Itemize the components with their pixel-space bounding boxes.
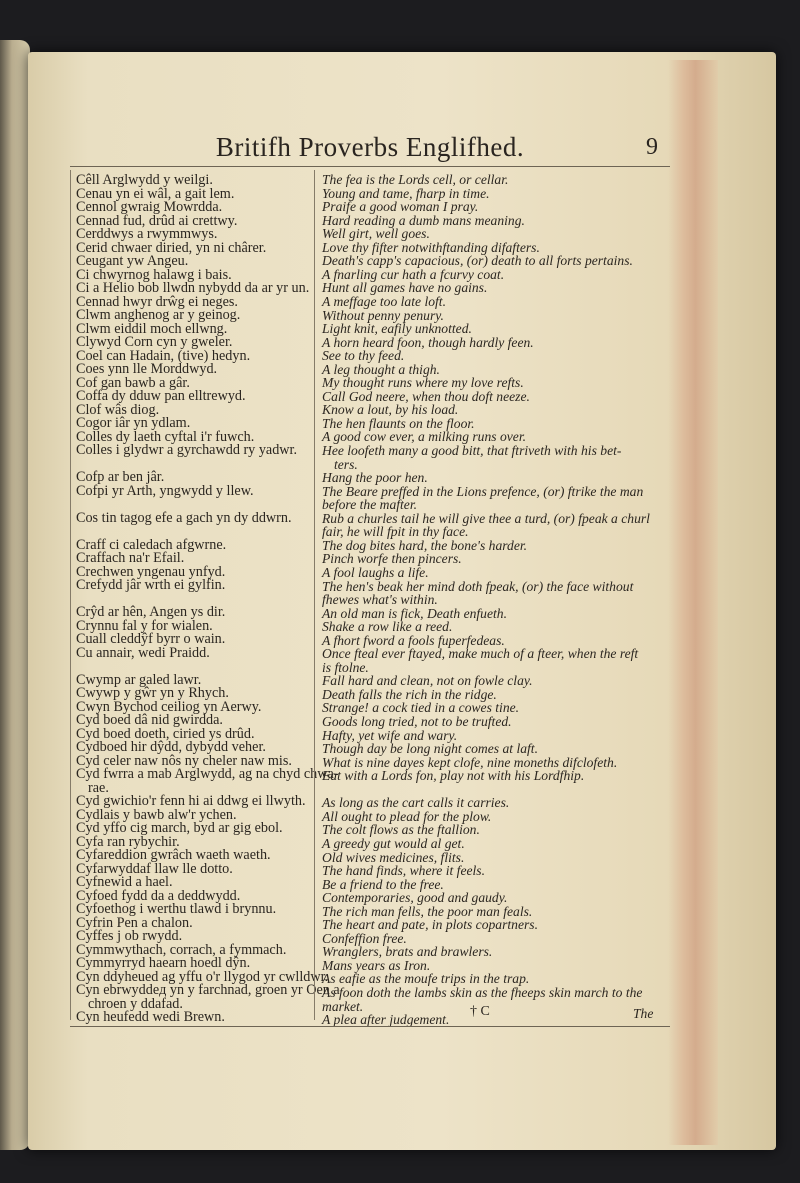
proverb-line: A fnarling cur hath a fcurvy coat. <box>322 266 505 282</box>
proverb-line: Eat with a Lords fon, play not with his Lordfhip. <box>322 768 585 784</box>
proverb-line: Cydlais y bawb alw'r ychen. <box>76 806 237 823</box>
proverb-line: The fea is the Lords cell, or cellar. <box>322 172 509 187</box>
proverb-line: Cogor iâr yn ydlam. <box>76 415 191 431</box>
proverb-line: Cyd boed doeth, ciried ys drûd. <box>76 725 255 742</box>
proverb-line: market. <box>322 998 364 1014</box>
proverb-line: All ought to plead for the plow. <box>322 808 492 824</box>
proverb-line: Be a friend to the free. <box>322 876 444 892</box>
proverb-line: Hee loofeth many a good bitt, that ftriveth with his bet- <box>322 443 622 458</box>
proverb-line: The hand finds, where it feels. <box>322 863 485 879</box>
facing-page-edge <box>0 40 30 1150</box>
proverb-line: Hunt all games have no gains. <box>322 280 488 296</box>
proverb-line: The heart and pate, in plots copartners. <box>322 917 538 933</box>
proverb-line: Cyn ddyheued ag yffu o'r llygod yr cwlldwr. <box>76 968 329 985</box>
proverb-line: before the mafter. <box>322 497 418 513</box>
proverb-line: Old wives medicines, flits. <box>322 849 465 865</box>
proverb-line: A leg thought a thigh. <box>322 361 440 377</box>
proverb-line: Shake a row like a reed. <box>322 619 453 635</box>
proverb-line: Though day be long night comes at laft. <box>322 741 538 757</box>
proverb-line: As foon doth the lambs skin as the fheeps skin march to the <box>322 985 643 1000</box>
proverb-line: Cu annair, wedi Praidd. <box>76 644 210 661</box>
proverb-line: My thought runs where my love refts. <box>322 375 524 391</box>
proverb-line: Cerddwys a rwymmwys. <box>76 226 218 242</box>
proverb-line: Ci chwyrnog halawg i bais. <box>76 266 232 283</box>
proverb-line: rae. <box>88 779 109 796</box>
proverb-line: Cyd gwichio'r fenn hi ai ddwg ei llwyth. <box>76 793 306 809</box>
proverb-line: Cêll Arglwydd y weilgi. <box>76 172 213 188</box>
page-title: Britifh Proverbs Englifhed. <box>215 132 525 162</box>
proverb-line: Clwm anghenog ar y geinog. <box>76 307 241 323</box>
proverb-line: Wranglers, brats and brawlers. <box>322 944 493 960</box>
proverb-line: Cenau yn ei wâl, a gait lem. <box>76 185 235 202</box>
proverb-line: What is nine dayes kept clofe, nine moneths difclofeth. <box>322 754 618 770</box>
proverb-line: Cyffes j ob rwydd. <box>76 928 183 944</box>
proverb-line: Coffa dy dduw pan elltrewyd. <box>76 388 246 404</box>
proverb-line: Cymmyrryd haearn hoedl dŷn. <box>76 955 251 971</box>
proverb-line: Light knit, eafily unknotted. <box>322 321 472 337</box>
column-divider <box>314 170 315 1020</box>
proverb-line: A greedy gut would al get. <box>322 835 465 851</box>
proverb-line: Hard reading a dumb mans meaning. <box>322 212 525 228</box>
proverb-line: Hang the poor hen. <box>322 470 428 486</box>
proverb-line: Love thy fifter notwithftanding difafters. <box>322 239 540 255</box>
bottom-rule <box>70 1026 670 1027</box>
proverb-line: Coes ynn lle Morddwyd. <box>76 361 218 377</box>
proverb-line: See to thy feed. <box>322 348 405 364</box>
proverb-line: ters. <box>334 456 358 472</box>
proverb-line: Death falls the rich in the ridge. <box>322 686 497 702</box>
proverb-line: Cuall cleddŷf byrr o wain. <box>76 631 226 647</box>
proverb-line: Cwyn Bychod ceiliog yn Aerwy. <box>76 698 262 715</box>
proverb-line: Mans years as Iron. <box>322 957 431 973</box>
proverb-line: Clof wâs diog. <box>76 401 160 418</box>
proverb-line: Cyd boed dâ nid gwirdda. <box>76 712 223 728</box>
proverb-line: Cennad hwyr drŵg ei neges. <box>76 293 238 310</box>
proverb-line: fhewes what's within. <box>322 592 438 608</box>
proverb-line: Crŷd ar hên, Angen ys dir. <box>76 604 226 620</box>
proverb-line: Cyfoethog i werthu tlawd i brynnu. <box>76 901 277 917</box>
proverb-line: is ftolne. <box>322 659 369 675</box>
proverb-line: The dog bites hard, the bone's harder. <box>322 537 528 553</box>
proverb-line: A fool laughs a life. <box>322 564 429 580</box>
proverb-line: A good cow ever, a milking runs over. <box>322 429 527 445</box>
proverb-line: Cyfoed fydd da a deddwydd. <box>76 887 241 904</box>
proverb-line: Praife a good woman I pray. <box>322 199 479 215</box>
page-number: 9 <box>646 134 658 160</box>
proverb-line: As long as the cart calls it carries. <box>322 795 510 811</box>
proverb-line: Cyfrin Pen a chalon. <box>76 914 193 931</box>
running-header <box>70 132 670 167</box>
welsh-column-rule <box>70 170 71 1020</box>
proverb-line: Hafty, yet wife and wary. <box>322 727 458 743</box>
proverb-line: Cyfareddion gwrâch waeth waeth. <box>76 847 271 863</box>
proverb-line: Cyfa ran rybychir. <box>76 833 180 850</box>
proverb-line: Confeffion free. <box>322 930 407 946</box>
proverb-line: Clywyd Corn cyn y gweler. <box>76 334 233 350</box>
proverb-line: Once fteal ever ftayed, make much of a fteer, when the reft <box>322 646 639 662</box>
proverb-line: Ceugant yw Angeu. <box>76 253 189 269</box>
proverb-line: The Beare preffed in the Lions prefence, (or) ftrike the man <box>322 483 644 499</box>
proverb-line: As eafie as the moufe trips in the trap. <box>322 971 530 987</box>
proverb-line: Crefydd jâr wrth ei gylfin. <box>76 577 226 593</box>
proverb-line: Cos tin tagog efe a gach yn dy ddwrn. <box>76 509 292 526</box>
proverb-line: Rub a churles tail he will give thee a turd, (or) fpeak a churl <box>322 510 650 526</box>
proverb-line: Crechwen yngenau ynfyd. <box>76 563 226 580</box>
proverb-line: Cyn ebrwyddeд yn y farchnad, groen yr Oen a <box>76 982 340 998</box>
proverb-line: A fhort fword a fools fuperfedeas. <box>322 632 505 648</box>
proverb-line: An old man is fick, Death enfueth. <box>322 605 507 621</box>
proverb-line: The colt flows as the ftallion. <box>322 822 480 838</box>
proverb-line: Cwymp ar galed lawr. <box>76 671 202 688</box>
page-edge-shading <box>668 60 718 1145</box>
proverb-line: Cofpi yr Arth, yngwydd y llew. <box>76 482 254 499</box>
proverb-line: A meffage too late loft. <box>322 293 446 309</box>
proverb-line: Goods long tried, not to be trufted. <box>322 714 512 729</box>
proverb-line: The rich man fells, the poor man feals. <box>322 903 533 919</box>
proverb-line: Cyd yffo cig march, byd ar gig ebol. <box>76 820 283 836</box>
proverb-line: The hen's beak her mind doth fpeak, (or) the face without <box>322 578 634 594</box>
proverb-line: The hen flaunts on the floor. <box>322 415 475 431</box>
proverb-line: Colles i glydwr a gyrchawdd ry yadwr. <box>76 442 298 458</box>
proverb-line: Well girt, well goes. <box>322 226 430 242</box>
proverb-line: Craffach na'r Efail. <box>76 550 185 566</box>
proverb-line: Cyfarwyddaf llaw lle dotto. <box>76 860 233 877</box>
proverb-line: Crynnu fal y for wialen. <box>76 617 213 634</box>
english-proverbs-column <box>322 172 672 1027</box>
proverb-line: Young and tame, fharp in time. <box>322 185 490 201</box>
proverb-line: Coel can Hadain, (tive) hedyn. <box>76 347 251 364</box>
proverb-line: Cwywp y gŵr yn y Rhych. <box>76 685 229 701</box>
proverb-line: Cennol gwraig Mowrdda. <box>76 199 223 215</box>
proverb-line: Cof gan bawb a gâr. <box>76 374 190 391</box>
proverb-line: Ci a Helio bob llwdn nybydd da ar yr un. <box>76 280 310 296</box>
proverb-line: Cyn heufedd wedi Brewn. <box>76 1009 225 1025</box>
proverb-line: Clwm eiddil moch ellwng. <box>76 320 228 337</box>
proverb-line: Cyd fwrra a mab Arglwydd, ag na chyd chwa- <box>76 766 339 782</box>
proverb-line: Without penny penury. <box>322 307 444 323</box>
proverb-line: A plea after judgement. <box>322 1012 450 1028</box>
proverb-line: Craff ci caledach afgwrne. <box>76 536 227 553</box>
catchword: The <box>633 1006 654 1021</box>
proverb-line: Know a lout, by his load. <box>322 402 459 418</box>
proverb-line: Cydboed hir dŷdd, dybydd veher. <box>76 739 266 755</box>
proverb-line: Cyfnewid a hael. <box>76 874 173 890</box>
proverb-line: chroen y ddafad. <box>88 995 183 1012</box>
proverb-line: Contemporaries, good and gaudy. <box>322 890 508 906</box>
proverb-line: Pinch worfe then pincers. <box>322 551 462 567</box>
proverb-line: Call God neere, when thou doft neeze. <box>322 388 530 404</box>
proverb-line: Cennad fud, drûd ai crettwy. <box>76 212 238 229</box>
proverb-line: Strange! a cock tied in a cowes tine. <box>322 700 520 716</box>
proverb-line: A horn heard foon, though hardly feen. <box>322 334 534 350</box>
proverb-line: fair, he will fpit in thy face. <box>322 524 469 540</box>
proverb-line: Cymmwythach, corrach, a fymmach. <box>76 941 287 958</box>
signature-mark: † C <box>470 1004 490 1019</box>
proverb-line: Fall hard and clean, not on fowle clay. <box>322 673 533 689</box>
proverb-line: Cyd celer naw nôs ny cheler naw mis. <box>76 752 292 769</box>
proverb-line: Death's capp's capacious, (or) death to all forts pertains. <box>322 253 633 269</box>
proverb-line: Cofp ar ben jâr. <box>76 469 165 485</box>
proverb-line: Cerid chwaer diried, yn ni chârer. <box>76 239 267 256</box>
proverb-line: Colles dy laeth cyftal i'r fuwch. <box>76 428 255 445</box>
welsh-proverbs-column <box>76 172 340 1027</box>
